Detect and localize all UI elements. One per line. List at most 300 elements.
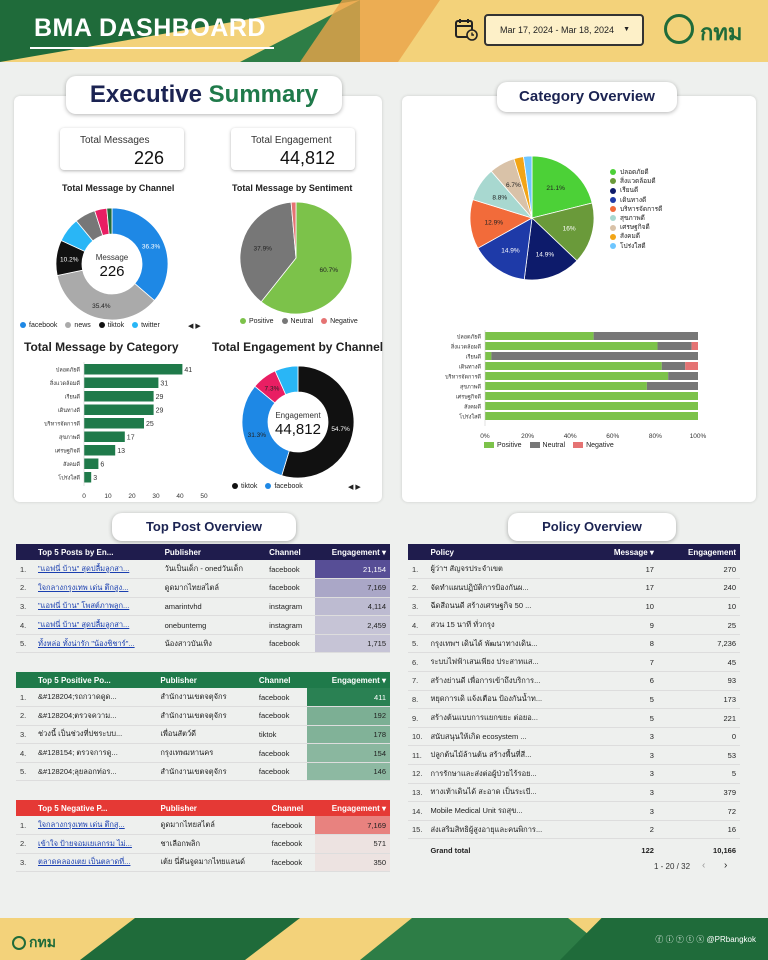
- engagement-legend: [232, 483, 311, 490]
- cell-number: 3: [588, 727, 658, 746]
- bar[interactable]: [84, 445, 115, 456]
- kpi-total-messages: [60, 128, 184, 170]
- legend-swatch: [265, 483, 271, 489]
- legend-item-tiktok[interactable]: tiktok: [232, 483, 257, 490]
- cell-policy: จัดทำแผนปฏิบัติการป้องกันผ...: [426, 579, 587, 598]
- cell-text: facebook: [265, 634, 315, 653]
- column-header[interactable]: Top 5 Positive Po...: [34, 672, 156, 688]
- cell-post: [34, 560, 161, 579]
- cell-text: น้องสาวบันเทิง: [161, 634, 266, 653]
- logo-text: กทม: [700, 20, 743, 45]
- column-header[interactable]: Policy: [426, 544, 587, 560]
- kpi-total-engagement: [231, 128, 355, 170]
- category-overview-title-text: Category Overview: [519, 88, 655, 105]
- legend-swatch: [610, 234, 616, 240]
- column-header[interactable]: Publisher: [156, 800, 267, 816]
- cell-text: facebook: [265, 579, 315, 598]
- stacked-bar-positive[interactable]: [485, 362, 662, 370]
- table-row[interactable]: [408, 765, 740, 784]
- row-index: 3.: [408, 597, 426, 616]
- cell-text: facebook: [268, 853, 316, 872]
- table-row[interactable]: [16, 579, 390, 598]
- bma-logo: [664, 14, 756, 48]
- pagination-label: 1 - 20 / 32: [654, 862, 691, 871]
- legend-item-เรียนดี[interactable]: เรียนดี: [610, 186, 662, 195]
- stacked-bar-neutral[interactable]: [594, 332, 698, 340]
- column-header[interactable]: Channel: [265, 544, 315, 560]
- stacked-bar-negative[interactable]: [685, 362, 698, 370]
- legend-item-Positive[interactable]: Positive: [484, 442, 522, 449]
- table-row[interactable]: [16, 835, 390, 854]
- column-header: [408, 544, 426, 560]
- channel-chart-title: Total Message by Channel: [62, 183, 175, 193]
- category-label: โปร่งใสดี: [459, 414, 481, 421]
- category-overview-legend: [610, 168, 662, 251]
- row-index: 13.: [408, 783, 426, 802]
- cell-post: [34, 853, 156, 872]
- legend-paging-icon[interactable]: ◀ ▶: [348, 484, 361, 491]
- legend-swatch: [484, 442, 494, 448]
- cell-policy: สร้างย่านดี เพื่อการเข้าถึงบริการ...: [426, 672, 587, 691]
- cell-number: 5: [658, 765, 740, 784]
- stacked-bar-positive[interactable]: [485, 392, 698, 400]
- column-header[interactable]: Engagement ▾: [315, 544, 390, 560]
- category-label: ปลอดภัยดี: [456, 334, 481, 341]
- bar[interactable]: [84, 432, 125, 443]
- policy-title-text: Policy Overview: [542, 519, 642, 534]
- table-row[interactable]: [408, 597, 740, 616]
- legend-swatch: [610, 243, 616, 249]
- footer: [0, 918, 768, 960]
- slice-label: 36.3%: [141, 243, 161, 251]
- cell-policy: ปลูกต้นไม้ล้านต้น สร้างพื้นที่สี...: [426, 746, 587, 765]
- slice-label: 12.9%: [484, 219, 503, 227]
- cell-text: สำนักงานเขตจตุจักร: [156, 762, 255, 781]
- cell-text: &#128154; ตรวจการดู...: [34, 744, 156, 763]
- stacked-bar-neutral[interactable]: [491, 352, 698, 360]
- kpi-value: 44,812: [279, 148, 335, 168]
- legend-swatch: [232, 483, 238, 489]
- cell-number: 5: [588, 709, 658, 728]
- table-row[interactable]: [16, 688, 390, 707]
- table-row[interactable]: [408, 746, 740, 765]
- table-row[interactable]: [408, 579, 740, 598]
- x-tick: 60%: [606, 433, 620, 440]
- bar-value: 3: [93, 475, 98, 482]
- x-tick: 30: [152, 493, 160, 500]
- title-part-summary: Summary: [208, 81, 319, 108]
- top-posts-table: [16, 544, 390, 653]
- cell-policy: ทางเท้าเดินได้ สะอาด เป็นระเบี...: [426, 783, 587, 802]
- cell-text: tiktok: [255, 725, 307, 744]
- cell-number: 8: [588, 634, 658, 653]
- legend-item-Neutral[interactable]: Neutral: [282, 318, 314, 325]
- table-row[interactable]: [408, 820, 740, 839]
- legend-item-Negative[interactable]: Negative: [573, 442, 614, 449]
- legend-item-สิ่งแวดล้อมดี[interactable]: สิ่งแวดล้อมดี: [610, 177, 662, 186]
- legend-item-twitter[interactable]: twitter: [132, 322, 160, 329]
- table-row[interactable]: [408, 616, 740, 635]
- dashboard-title: BMA DASHBOARD: [34, 14, 266, 42]
- bar[interactable]: [84, 418, 144, 429]
- stacked-bar-positive[interactable]: [485, 382, 647, 390]
- category-label: เดินทางดี: [57, 408, 80, 414]
- post-link[interactable]: "แอฟนี่ บ้าน" สุดปลื้มลูกสา...: [38, 620, 130, 630]
- legend-item-โปร่งใสดี[interactable]: โปร่งใสดี: [610, 242, 662, 251]
- x-tick: 20%: [521, 433, 535, 440]
- column-header: [16, 800, 34, 816]
- bar[interactable]: [84, 391, 154, 402]
- category-label: สุขภาพดี: [58, 435, 80, 441]
- column-header: [16, 544, 34, 560]
- x-tick: 10: [104, 493, 112, 500]
- cell-number: 192: [307, 707, 390, 726]
- bar-value: 13: [117, 448, 125, 455]
- cell-text: เพื่อนสัตว์ดี: [156, 725, 255, 744]
- cell-text: instagram: [265, 597, 315, 616]
- post-link[interactable]: ตลาดคลองเตย เป็นตลาดที่...: [38, 857, 131, 867]
- table-row[interactable]: [408, 783, 740, 802]
- column-header[interactable]: Engagement: [658, 544, 740, 560]
- table-row[interactable]: [16, 853, 390, 872]
- cell-number: 270: [658, 560, 740, 579]
- table-row[interactable]: [16, 744, 390, 763]
- table-row[interactable]: [408, 672, 740, 691]
- cell-number: 3: [588, 765, 658, 784]
- cell-post: [34, 597, 161, 616]
- channel-legend: [20, 322, 168, 329]
- legend-swatch: [65, 322, 71, 328]
- table-row[interactable]: [16, 597, 390, 616]
- table-row[interactable]: [16, 616, 390, 635]
- cell-number: 411: [307, 688, 390, 707]
- x-tick: 0%: [480, 433, 490, 440]
- cell-post: [34, 634, 161, 653]
- stacked-bar-positive[interactable]: [485, 372, 668, 380]
- cell-number: 146: [307, 762, 390, 781]
- top-post-title-text: Top Post Overview: [145, 519, 263, 534]
- stacked-bar-positive[interactable]: [485, 342, 658, 350]
- table-row[interactable]: [16, 762, 390, 781]
- row-index: 15.: [408, 820, 426, 839]
- kpi-label: Total Engagement: [251, 135, 332, 146]
- cell-text: facebook: [255, 744, 307, 763]
- cell-text: instagram: [265, 616, 315, 635]
- table-row[interactable]: [408, 709, 740, 728]
- table-row[interactable]: [16, 634, 390, 653]
- grand-total-cell: [408, 839, 426, 861]
- category-label: เรียนดี: [64, 394, 80, 401]
- row-index: 4.: [408, 616, 426, 635]
- stacked-bar-positive[interactable]: [485, 332, 594, 340]
- legend-swatch: [321, 318, 327, 324]
- table-row[interactable]: [408, 727, 740, 746]
- legend-item-ปลอดภัยดี[interactable]: ปลอดภัยดี: [610, 168, 662, 177]
- row-index: 4.: [16, 744, 34, 763]
- cell-text: facebook: [255, 762, 307, 781]
- dropdown-caret-icon: ▼: [623, 26, 630, 33]
- legend-item-สังคมดี[interactable]: สังคมดี: [610, 232, 662, 241]
- stacked-bar-positive[interactable]: [485, 352, 491, 360]
- cell-number: 7,169: [315, 816, 390, 835]
- legend-swatch: [99, 322, 105, 328]
- bar[interactable]: [84, 472, 91, 483]
- legend-item-facebook[interactable]: facebook: [265, 483, 302, 490]
- bar-value: 17: [126, 434, 135, 442]
- footer-decoration: [80, 918, 300, 960]
- row-index: 1.: [16, 816, 34, 835]
- legend-item-news[interactable]: news: [65, 322, 90, 329]
- row-index: 5.: [16, 762, 34, 781]
- bar[interactable]: [84, 459, 98, 470]
- table-row[interactable]: [408, 802, 740, 821]
- slice-label: 31.3%: [247, 431, 267, 439]
- date-range-picker[interactable]: [484, 14, 644, 46]
- calendar-icon[interactable]: [454, 17, 478, 41]
- column-header[interactable]: Message ▾: [588, 544, 658, 560]
- cell-post: [34, 835, 156, 854]
- row-index: 8.: [408, 690, 426, 709]
- executive-summary-title: [66, 76, 342, 114]
- cell-text: &#128204;ลุยลอกท่อร...: [34, 762, 156, 781]
- category-label: สิ่งแวดล้อมดี: [49, 381, 80, 387]
- bar[interactable]: [84, 405, 154, 416]
- center-label: Message: [95, 253, 129, 262]
- legend-paging-icon[interactable]: ◀ ▶: [188, 323, 201, 330]
- cell-number: 240: [658, 579, 740, 598]
- title-part-executive: Executive: [89, 81, 202, 108]
- engagement-donut-chart[interactable]: [238, 362, 358, 482]
- bma-seal-icon: [12, 936, 26, 950]
- bar[interactable]: [84, 378, 158, 389]
- cell-number: 350: [315, 853, 390, 872]
- category-label: สังคมดี: [464, 404, 481, 411]
- legend-item-เศรษฐกิจดี[interactable]: เศรษฐกิจดี: [610, 223, 662, 232]
- grand-total-cell: 122: [641, 845, 654, 855]
- table-row[interactable]: [408, 634, 740, 653]
- social-handle: @PRbangkok: [706, 935, 756, 944]
- cell-text: amarintvhd: [161, 597, 266, 616]
- kpi-label: Total Messages: [80, 135, 150, 146]
- row-index: 4.: [16, 616, 34, 635]
- legend-swatch: [530, 442, 540, 448]
- slice-label: 7.3%: [264, 385, 280, 393]
- row-index: 1.: [408, 560, 426, 579]
- row-index: 1.: [16, 688, 34, 707]
- x-tick: 20: [128, 493, 136, 500]
- table-row[interactable]: [408, 560, 740, 579]
- stacked-bar-neutral[interactable]: [668, 372, 698, 380]
- stacked-bar-neutral[interactable]: [658, 342, 692, 350]
- category-bar-chart[interactable]: [22, 360, 214, 502]
- stacked-bar-neutral[interactable]: [662, 362, 685, 370]
- stacked-bar-positive[interactable]: [485, 402, 698, 410]
- column-header[interactable]: Top 5 Posts by En...: [34, 544, 161, 560]
- bar[interactable]: [84, 364, 182, 375]
- center-label: Engagement: [275, 411, 321, 420]
- category-label: เดินทางดี: [458, 364, 481, 371]
- center-value: 226: [99, 263, 125, 280]
- cell-text: กรุงเทพมหานคร: [156, 744, 255, 763]
- row-index: 5.: [16, 634, 34, 653]
- sentiment-legend: [240, 318, 366, 325]
- column-header[interactable]: Publisher: [161, 544, 266, 560]
- cell-number: 571: [315, 835, 390, 854]
- x-tick: 0: [82, 493, 86, 500]
- cell-text: วันเป็นเด็ก - onedวันเด็ก: [161, 560, 266, 579]
- sentiment-chart-title: Total Message by Sentiment: [232, 183, 353, 193]
- table-row[interactable]: [16, 560, 390, 579]
- cell-number: 221: [658, 709, 740, 728]
- cell-text: ดูดมากไทยสไตล์: [161, 579, 266, 598]
- row-index: 1.: [16, 560, 34, 579]
- x-tick: 100%: [689, 433, 707, 440]
- stacked-bar-positive[interactable]: [485, 412, 698, 420]
- grand-total-row: [408, 839, 740, 861]
- footer-logo: [12, 932, 56, 954]
- cell-text: facebook: [268, 835, 316, 854]
- post-link[interactable]: "แอฟนี่ บ้าน" โพสต์ภาพลูก...: [38, 601, 130, 611]
- cell-policy: ระบบไฟฟ้าเสนเพียง ประสาทแส...: [426, 653, 587, 672]
- cell-number: 53: [658, 746, 740, 765]
- cell-number: 2,459: [315, 616, 390, 635]
- row-index: 2.: [16, 835, 34, 854]
- kpi-value: 226: [133, 148, 164, 168]
- table-header-row: [16, 672, 390, 688]
- cell-post: [34, 616, 161, 635]
- column-header[interactable]: Engagement ▾: [315, 800, 390, 816]
- x-tick: 40%: [563, 433, 577, 440]
- slice-label: 21.1%: [546, 185, 565, 193]
- cell-text: &#128204;รถกวาดดูด...: [34, 688, 156, 707]
- category-label: บริหารจัดการดี: [445, 374, 481, 381]
- cell-number: 21,154: [315, 560, 390, 579]
- cell-text: facebook: [265, 560, 315, 579]
- legend-item-เดินทางดี[interactable]: เดินทางดี: [610, 196, 662, 205]
- cell-text: &#128204;ตรวจความ...: [34, 707, 156, 726]
- post-link[interactable]: ใจกลางกรุงเทพ เด่น ตึกสู...: [38, 820, 125, 830]
- cell-number: 0: [658, 727, 740, 746]
- row-index: 2.: [16, 707, 34, 726]
- stacked-bar-neutral[interactable]: [647, 382, 698, 390]
- legend-swatch: [132, 322, 138, 328]
- row-index: 14.: [408, 802, 426, 821]
- footer-logo-text: กทม: [29, 934, 56, 950]
- cell-post: [34, 579, 161, 598]
- cell-number: 173: [658, 690, 740, 709]
- table-header-row: [408, 544, 740, 560]
- row-index: 10.: [408, 727, 426, 746]
- column-header[interactable]: Engagement ▾: [307, 672, 390, 688]
- category-label: เศรษฐกิจดี: [54, 448, 80, 455]
- bar-value: 29: [155, 407, 164, 415]
- x-tick: 50: [200, 493, 208, 500]
- post-link[interactable]: "แอฟนี่ บ้าน" สุดปลื้มลูกสา...: [38, 564, 130, 574]
- column-header[interactable]: Channel: [268, 800, 316, 816]
- slice-label: 14.9%: [501, 247, 520, 255]
- category-overview-pie-chart[interactable]: [468, 154, 596, 282]
- table-row[interactable]: [408, 690, 740, 709]
- legend-item-Negative[interactable]: Negative: [321, 318, 358, 325]
- cell-number: 3: [588, 802, 658, 821]
- category-sentiment-stacked-bar[interactable]: [420, 328, 720, 452]
- bma-seal-icon: [664, 14, 694, 44]
- cell-number: 6: [588, 672, 658, 691]
- row-index: 3.: [16, 725, 34, 744]
- channel-donut-chart[interactable]: [52, 204, 172, 324]
- legend-item-บริหารจัดการดี[interactable]: บริหารจัดการดี: [610, 205, 662, 214]
- post-link[interactable]: ทั้งหล่อ ทั้งน่ารัก "น้องชิชาร์"...: [38, 638, 135, 648]
- legend-swatch: [282, 318, 288, 324]
- engagement-chart-title: Total Engagement by Channel: [212, 340, 384, 354]
- row-index: 11.: [408, 746, 426, 765]
- prev-page-button[interactable]: ‹: [702, 860, 706, 871]
- category-label: โปร่งใสดี: [58, 475, 80, 482]
- category-label: ปลอดภัยดี: [55, 367, 80, 374]
- row-index: 2.: [16, 579, 34, 598]
- table-row[interactable]: [16, 725, 390, 744]
- bar-value: 41: [184, 367, 193, 374]
- cell-number: 5: [588, 690, 658, 709]
- legend-item-สุขภาพดี[interactable]: สุขภาพดี: [610, 214, 662, 223]
- cell-number: 16: [658, 820, 740, 839]
- bar-value: 25: [146, 421, 154, 428]
- stacked-legend: [484, 442, 622, 449]
- slice-label: 8.8%: [492, 194, 508, 202]
- sentiment-pie-chart[interactable]: [238, 200, 354, 316]
- cell-policy: ผู้ว่าฯ สัญจรประจำเขต: [426, 560, 587, 579]
- cell-policy: สนับสนุนให้เกิด ecosystem ...: [426, 727, 587, 746]
- column-header[interactable]: Top 5 Negative P...: [34, 800, 156, 816]
- legend-swatch: [610, 178, 616, 184]
- column-header: [16, 672, 34, 688]
- column-header[interactable]: Publisher: [156, 672, 255, 688]
- cell-policy: การรักษาและส่งต่อผู้ป่วยไร้รอย...: [426, 765, 587, 784]
- cell-policy: ฉีดสีถนนดี สร้างเศรษฐกิจ 50 ...: [426, 597, 587, 616]
- center-value: 44,812: [275, 421, 321, 438]
- table-row[interactable]: [408, 653, 740, 672]
- slice-label: 35.4%: [92, 303, 111, 311]
- legend-item-facebook[interactable]: facebook: [20, 322, 57, 329]
- grand-total-cell: 10,166: [713, 845, 736, 855]
- row-index: 9.: [408, 709, 426, 728]
- table-row[interactable]: [16, 816, 390, 835]
- column-header[interactable]: Channel: [255, 672, 307, 688]
- next-page-button[interactable]: ›: [724, 860, 728, 871]
- cell-number: 45: [658, 653, 740, 672]
- cell-number: 7: [588, 653, 658, 672]
- cell-number: 3: [588, 783, 658, 802]
- table-row[interactable]: [16, 707, 390, 726]
- slice-label: 60.7%: [319, 266, 338, 274]
- legend-item-Neutral[interactable]: Neutral: [530, 442, 566, 449]
- legend-item-Positive[interactable]: Positive: [240, 318, 274, 325]
- bar-value: 31: [160, 380, 169, 388]
- post-link[interactable]: เข้าใจ ป้ายจอมเยเลกรม ไม่...: [38, 838, 132, 848]
- cell-number: 3: [588, 746, 658, 765]
- row-index: 3.: [16, 597, 34, 616]
- legend-item-tiktok[interactable]: tiktok: [99, 322, 124, 329]
- post-link[interactable]: ใจกลางกรุงเทพ เด่น ตึกสูง...: [38, 582, 129, 592]
- cell-policy: Mobile Medical Unit รถสุข...: [426, 802, 587, 821]
- cell-number: 2: [588, 820, 658, 839]
- cell-policy: ส่งเสริมสิทธิผู้สูงอายุและคนพิการ...: [426, 820, 587, 839]
- social-links[interactable]: ⓕ ⓘ ⓨ ⓣ ⓧ @PRbangkok: [655, 935, 756, 944]
- grand-total-cell: Grand total: [430, 845, 471, 855]
- stacked-bar-negative[interactable]: [692, 342, 698, 350]
- legend-swatch: [20, 322, 26, 328]
- cell-text: ชาเลือกพลิก: [156, 835, 267, 854]
